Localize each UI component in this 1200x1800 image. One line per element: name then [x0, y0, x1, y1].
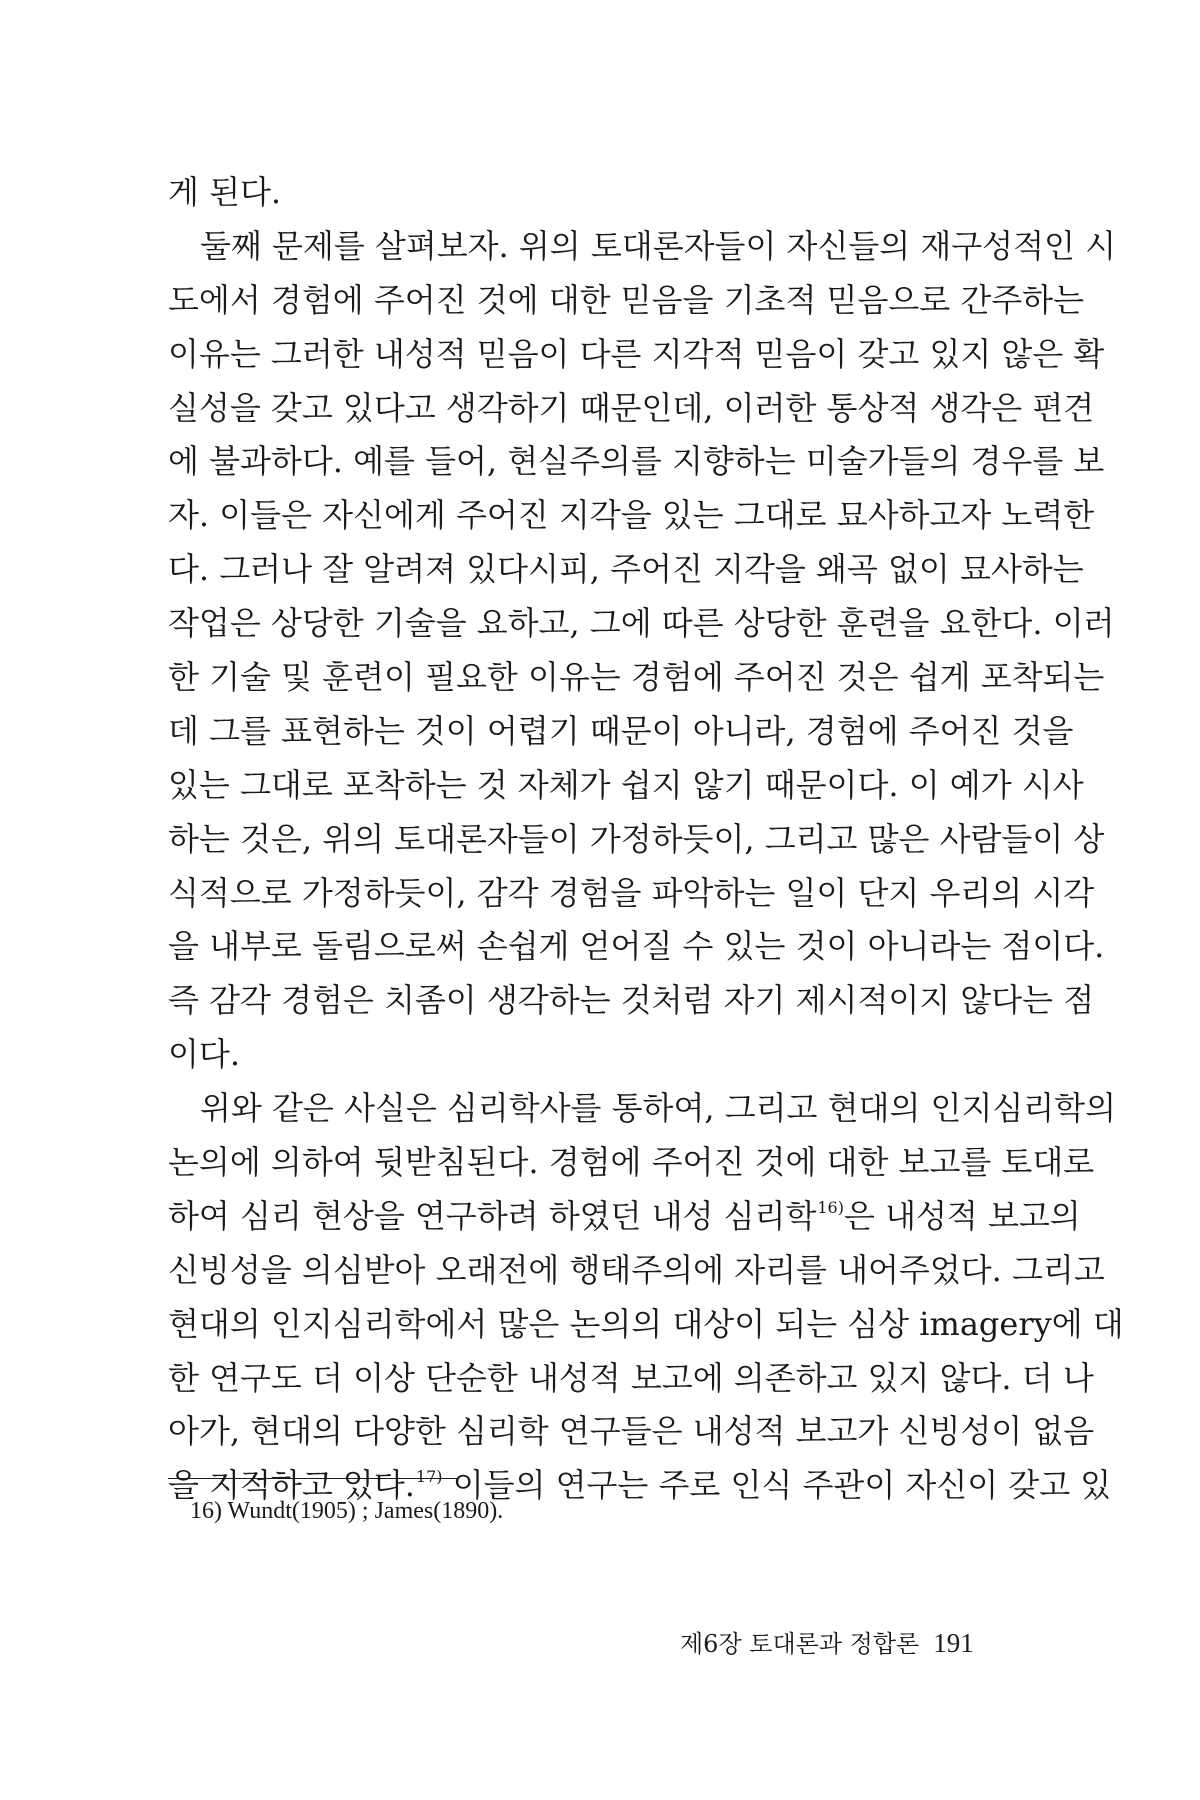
text-line: 게 된다. — [168, 173, 282, 211]
text-segment: 하여 심리 현상을 연구하려 하였던 내성 심리학 — [168, 1196, 817, 1235]
page-number: 191 — [933, 1628, 974, 1658]
text-segment: 이들의 연구는 주로 인식 주관이 자신이 갖고 있 — [442, 1466, 1112, 1505]
text-line: 하는 것은, 위의 토대론자들이 가정하듯이, 그리고 많은 사람들이 상 — [168, 819, 1105, 858]
text-line: 논의에 의하여 뒷받침된다. 경험에 주어진 것에 대한 보고를 토대로 — [168, 1143, 1095, 1182]
text-line: 다. 그러나 잘 알려져 있다시피, 주어진 지각을 왜곡 없이 묘사하는 — [168, 550, 1084, 589]
footnote-reference-16: 16) — [817, 1197, 844, 1217]
text-line: 이유는 그러한 내성적 믿음이 다른 지각적 믿음이 갖고 있지 않은 확 — [168, 334, 1105, 373]
text-line: 에 불과하다. 예를 들어, 현실주의를 지향하는 미술가들의 경우를 보 — [168, 442, 1105, 481]
footnote-reference-17: 17) — [415, 1467, 443, 1487]
text-line: 이다. — [168, 1035, 240, 1074]
running-footer — [680, 1626, 974, 1661]
text-line: 한 기술 및 훈련이 필요한 이유는 경험에 주어진 것은 쉽게 포착되는 — [168, 658, 1105, 697]
text-line: 신빙성을 의심받아 오래전에 행태주의에 자리를 내어주었다. 그리고 — [168, 1250, 1105, 1289]
text-line: 즉 감각 경험은 치좀이 생각하는 것처럼 자기 제시적이지 않다는 점 — [168, 981, 1095, 1020]
text-line: 위와 같은 사실은 심리학사를 통하여, 그리고 현대의 인지심리학의 — [168, 1089, 1117, 1128]
text-line: 둘째 문제를 살펴보자. 위의 토대론자들이 자신들의 재구성적인 시 — [168, 226, 1117, 265]
text-line: 현대의 인지심리학에서 많은 논의의 대상이 되는 심상 imagery에 대 — [168, 1304, 1124, 1343]
text-line: 한 연구도 더 이상 단순한 내성적 보고에 의존하고 있지 않다. 더 나 — [168, 1358, 1094, 1397]
body-text — [168, 166, 1124, 1513]
text-line: 실성을 갖고 있다고 생각하기 때문인데, 이러한 통상적 생각은 편견 — [168, 388, 1095, 427]
text-line: 아가, 현대의 다양한 심리학 연구들은 내성적 보고가 신빙성이 없음 — [168, 1412, 1095, 1451]
text-line: 자. 이들은 자신에게 주어진 지각을 있는 그대로 묘사하고자 노력한 — [168, 496, 1095, 535]
text-line: 식적으로 가정하듯이, 감각 경험을 파악하는 일이 단지 우리의 시각 — [168, 873, 1095, 912]
text-line — [168, 1190, 1081, 1244]
text-segment: 을 지적하고 있다. — [168, 1466, 415, 1505]
footnote-divider — [168, 1478, 458, 1479]
footnote-16: 16) Wundt(1905) ; James(1890). — [190, 1498, 504, 1524]
text-line: 작업은 상당한 기술을 요하고, 그에 따른 상당한 훈련을 요한다. 이러 — [168, 604, 1115, 643]
chapter-title: 제6장 토대론과 정합론 — [680, 1630, 920, 1658]
text-segment: 은 내성적 보고의 — [843, 1196, 1081, 1235]
text-line: 있는 그대로 포착하는 것 자체가 쉽지 않기 때문이다. 이 예가 시사 — [168, 765, 1084, 804]
text-line: 데 그를 표현하는 것이 어렵기 때문이 아니라, 경험에 주어진 것을 — [168, 711, 1074, 750]
text-line: 을 내부로 돌림으로써 손쉽게 얻어질 수 있는 것이 아니라는 점이다. — [168, 927, 1105, 966]
text-line: 도에서 경험에 주어진 것에 대한 믿음을 기초적 믿음으로 간주하는 — [168, 280, 1085, 319]
